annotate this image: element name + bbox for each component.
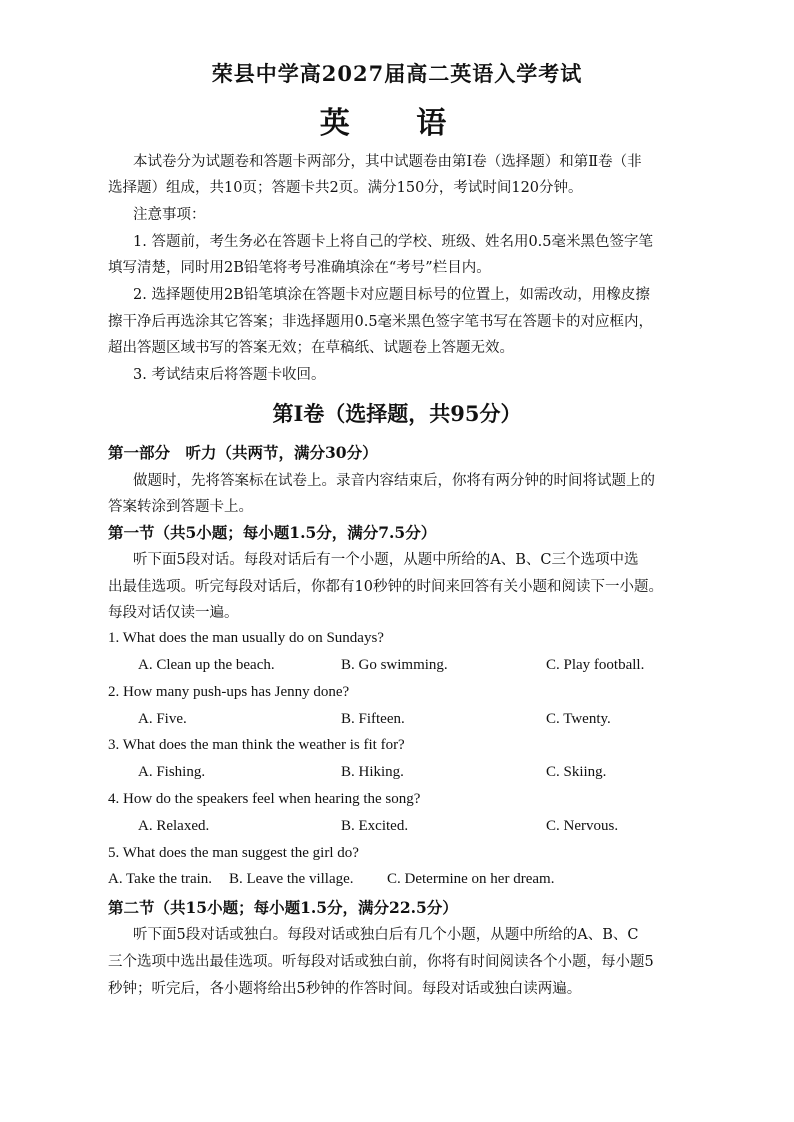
q1-option-a: A. Clean up the beach. [138,657,275,673]
q3-option-b: B. Hiking. [341,764,404,780]
note-2-line-1: 2. 选择题使用2B铅笔填涂在答题卡对应题目标号的位置上，如需改动，用橡皮擦 [133,287,650,303]
q3-option-a: A. Fishing. [138,764,206,780]
q2-option-a: A. Five. [138,711,187,727]
part-1-line-2: 答案转涂到答题卡上。 [108,499,253,515]
subject-title: 英 语 [319,106,475,141]
subsection-2-line-1: 听下面5段对话或独白。每段对话或独白后有几个小题，从题中所给的A、B、C [133,927,639,943]
q4-option-b: B. Excited. [341,818,409,834]
part-1-line-1: 做题时，先将答案标在试卷上。录音内容结束后，你将有两分钟的时间将试题上的 [133,473,655,489]
q5-option-b: B. Leave the village. [229,871,354,887]
question-5: 5. What does the man suggest the girl do? [108,845,359,861]
subsection-1-line-3: 每段对话仅读一遍。 [108,605,239,621]
subsection-1-line-1: 听下面5段对话。每段对话后有一个小题，从题中所给的A、B、C三个选项中选 [133,552,639,568]
subsection-2-title: 第二节（共15小题；每小题1.5分，满分22.5分） [108,898,458,917]
note-3: 3. 考试结束后将答题卡收回。 [133,367,326,383]
exam-title: 荣县中学高2027届高二英语入学考试 [211,61,583,86]
note-1-line-1: 1. 答题前，考生务必在答题卡上将自己的学校、班级、姓名用0.5毫米黑色签字笔 [133,234,654,250]
subsection-2-line-2: 三个选项中选出最佳选项。听每段对话或独白前，你将有时间阅读各个小题，每小题5 [108,954,654,970]
part-1-title: 第一部分 听力（共两节，满分30分） [108,443,378,462]
subsection-1-line-2: 出最佳选项。听完每段对话后，你都有10秒钟的时间来回答有关小题和阅读下一小题。 [108,579,663,595]
q1-option-b: B. Go swimming. [341,657,448,673]
section-1-title: 第Ⅰ卷（选择题，共95分） [272,401,522,426]
subsection-2-line-3: 秒钟；听完后，各小题将给出5秒钟的作答时间。每段对话或独白读两遍。 [108,981,582,997]
note-2-line-3: 超出答题区域书写的答案无效；在草稿纸、试题卷上答题无效。 [108,340,514,356]
q1-option-c: C. Play football. [546,657,645,673]
question-3: 3. What does the man think the weather is fit for? [108,737,405,753]
subsection-1-title: 第一节（共5小题；每小题1.5分，满分7.5分） [108,523,437,542]
question-1: 1. What does the man usually do on Sundays? [108,630,384,646]
q3-option-c: C. Skiing. [546,764,607,780]
question-2: 2. How many push-ups has Jenny done? [108,684,350,700]
intro-line-1: 本试卷分为试题卷和答题卡两部分，其中试题卷由第Ⅰ卷（选择题）和第Ⅱ卷（非 [133,154,642,170]
q2-option-c: C. Twenty. [546,711,611,727]
notes-title: 注意事项： [133,207,206,223]
note-1-line-2: 填写清楚，同时用2B铅笔将考号准确填涂在“考号”栏目内。 [108,260,491,276]
note-2-line-2: 擦干净后再选涂其它答案；非选择题用0.5毫米黑色签字笔书写在答题卡的对应框内， [108,314,654,330]
q4-option-c: C. Nervous. [546,818,619,834]
q5-option-a: A. Take the train. [108,871,213,887]
q4-option-a: A. Relaxed. [138,818,210,834]
q5-option-c: C. Determine on her dream. [387,871,555,887]
q2-option-b: B. Fifteen. [341,711,405,727]
question-4: 4. How do the speakers feel when hearing the song? [108,791,421,807]
intro-line-2: 选择题）组成，共10页；答题卡共2页。满分150分，考试时间120分钟。 [108,180,583,196]
